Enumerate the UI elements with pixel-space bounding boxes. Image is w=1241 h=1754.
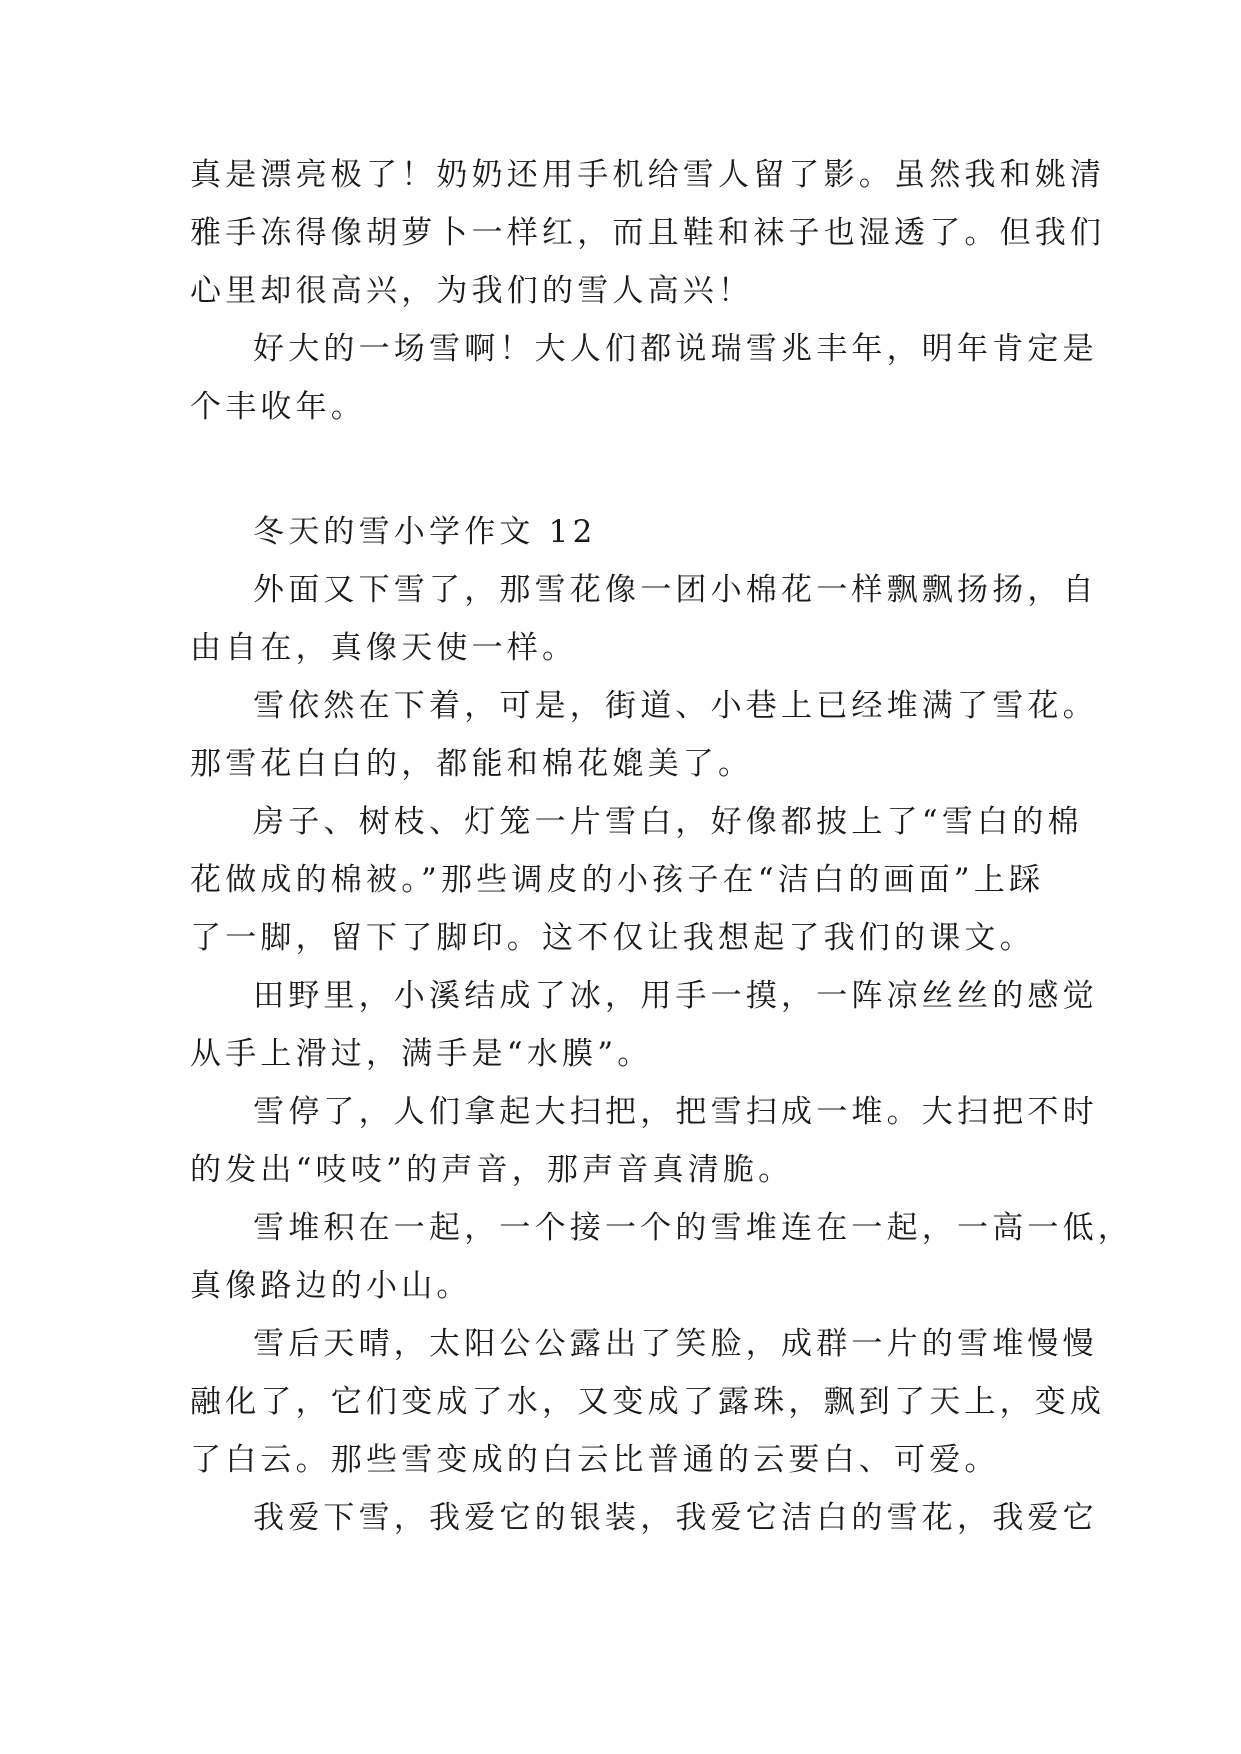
text-line: 的发出“吱吱”的声音，那声音真清脆。 [190,1152,794,1188]
text-line: 由自在，真像天使一样。 [190,630,578,666]
text-line: 田野里，小溪结成了冰，用手一摸，一阵凉丝丝的感觉 [253,978,1098,1014]
text-line: 我爱下雪，我爱它的银装，我爱它洁白的雪花，我爱它 [253,1500,1098,1536]
text-line: 心里却很高兴，为我们的雪人高兴！ [190,273,754,309]
text-line: 真像路边的小山。 [190,1268,472,1304]
text-line: 雪停了，人们拿起大扫把，把雪扫成一堆。大扫把不时 [253,1094,1098,1130]
text-line: 外面又下雪了，那雪花像一团小棉花一样飘飘扬扬，自 [253,572,1098,608]
text-line: 个丰收年。 [190,389,366,425]
text-line: 那雪花白白的，都能和棉花媲美了。 [190,746,754,782]
text-line: 花做成的棉被。”那些调皮的小孩子在“洁白的画面”上踩 [190,862,1045,898]
text-line: 从手上滑过，满手是“水膜”。 [190,1036,653,1072]
text-line: 了白云。那些雪变成的白云比普通的云要白、可爱。 [190,1442,1000,1478]
section-title: 冬天的雪小学作文 12 [253,514,597,550]
text-line: 雪依然在下着，可是，街道、小巷上已经堆满了雪花。 [253,688,1098,724]
text-line: 融化了，它们变成了水，又变成了露珠，飘到了天上，变成 [190,1384,1106,1420]
text-line: 房子、树枝、灯笼一片雪白，好像都披上了“雪白的棉 [253,804,1083,840]
text-line: 雅手冻得像胡萝卜一样红，而且鞋和袜子也湿透了。但我们 [190,215,1106,251]
text-line: 雪堆积在一起，一个接一个的雪堆连在一起，一高一低， [253,1210,1133,1246]
text-line: 雪后天晴，太阳公公露出了笑脸，成群一片的雪堆慢慢 [253,1326,1098,1362]
text-line: 好大的一场雪啊！大人们都说瑞雪兆丰年，明年肯定是 [253,331,1098,367]
text-line: 了一脚，留下了脚印。这不仅让我想起了我们的课文。 [190,920,1035,956]
text-line: 真是漂亮极了！奶奶还用手机给雪人留了影。虽然我和姚清 [190,157,1106,193]
